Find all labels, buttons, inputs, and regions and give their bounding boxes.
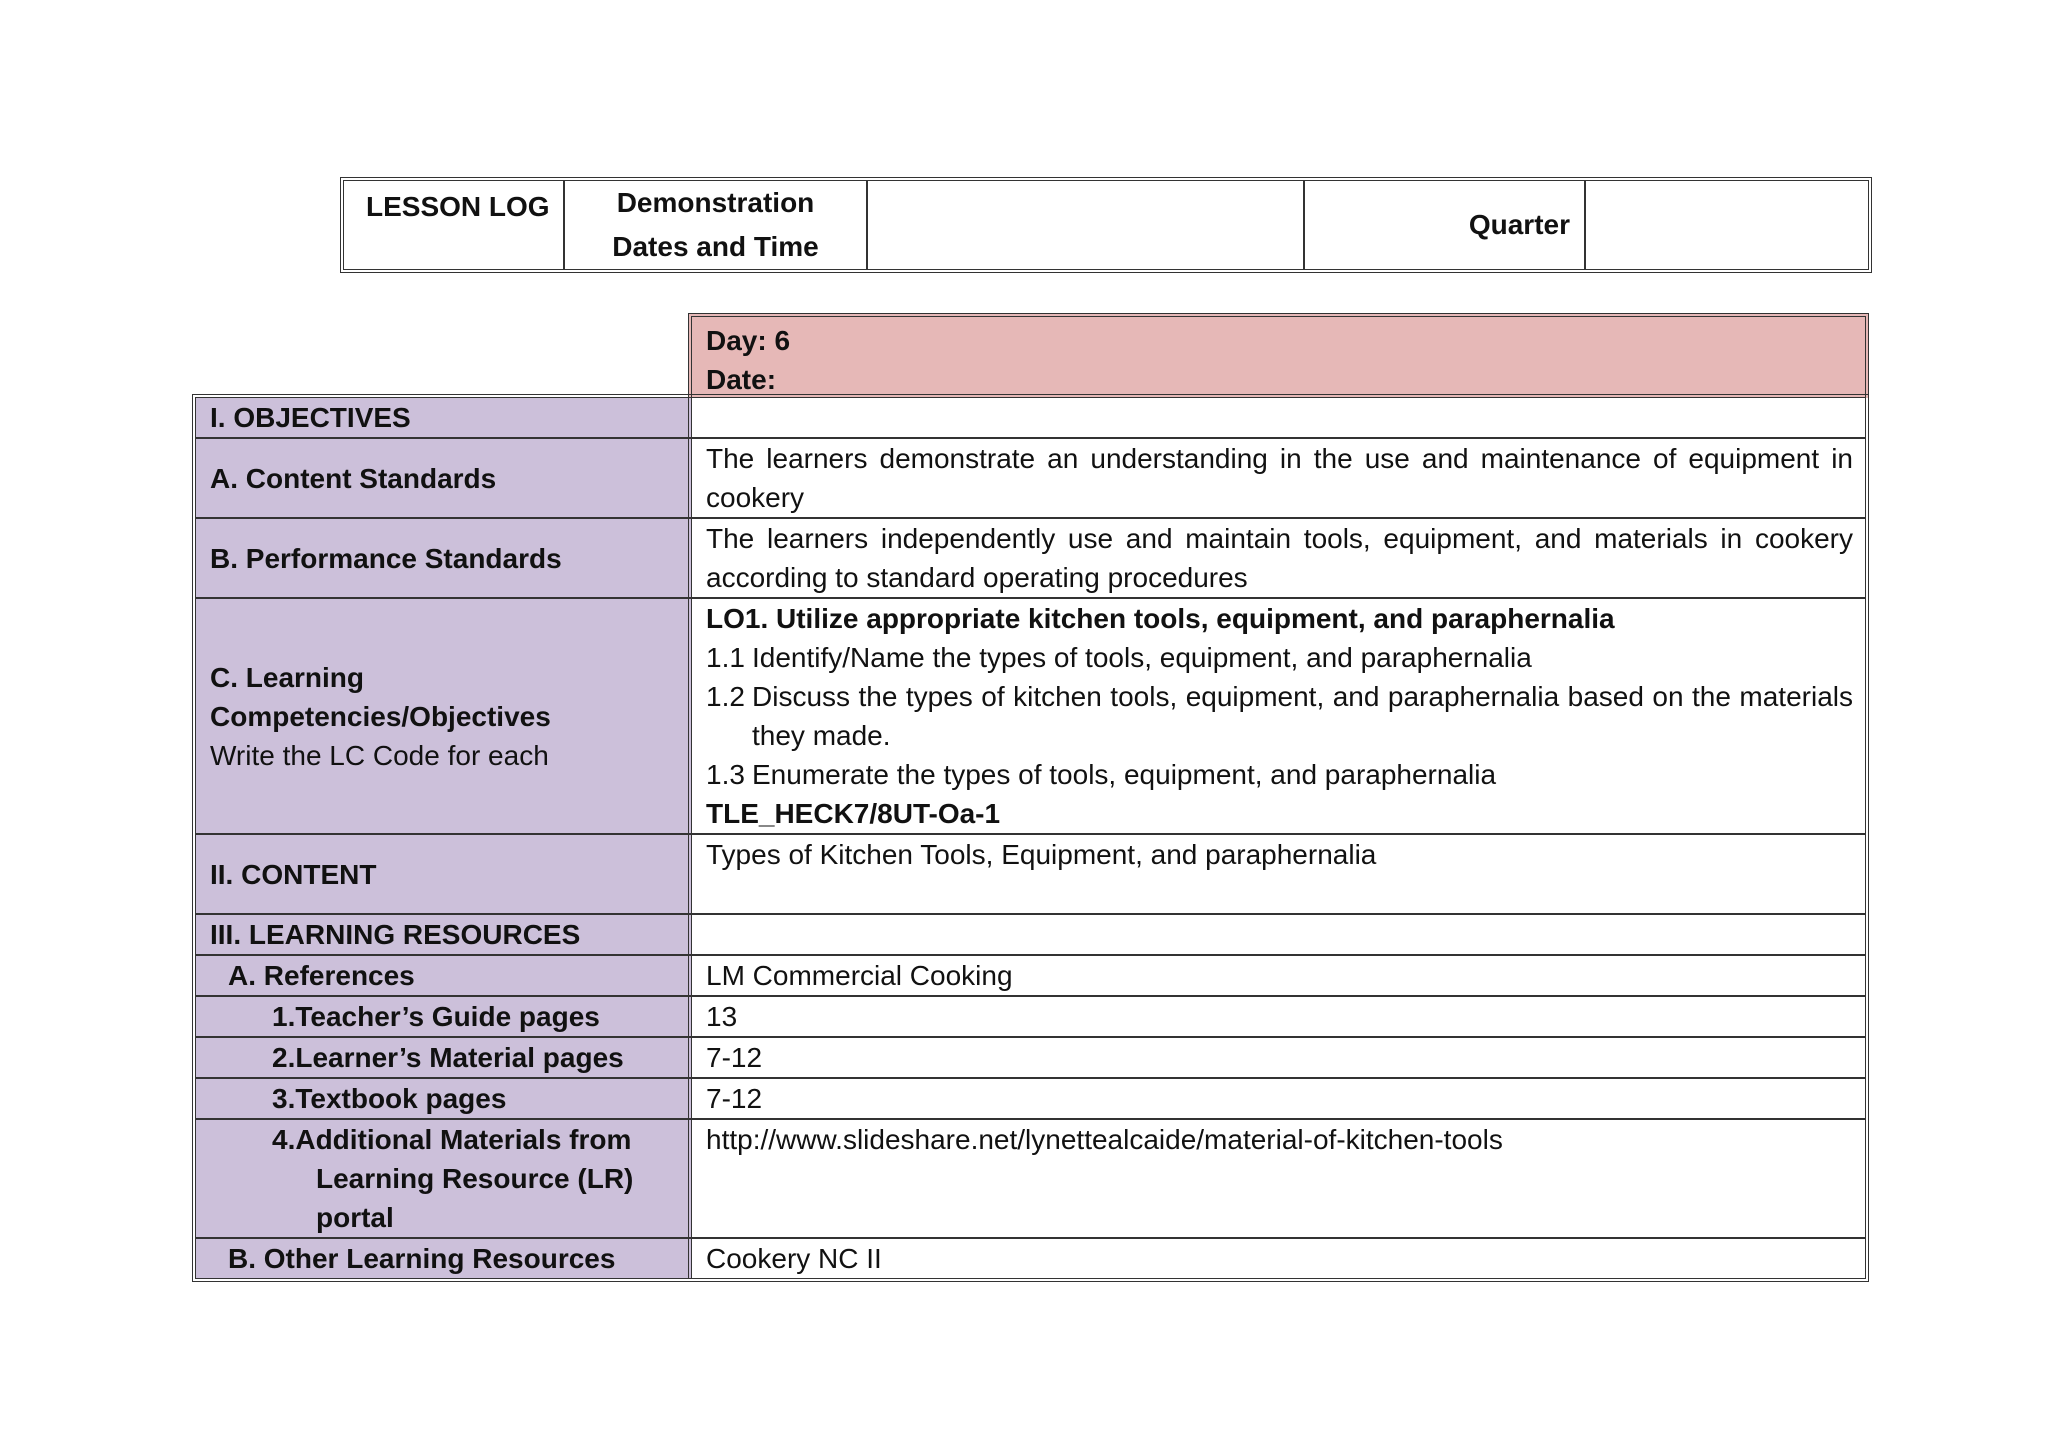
row-learners-material (196, 1038, 1865, 1079)
row-additional-materials (196, 1120, 1865, 1239)
additional-materials-link[interactable]: http://www.slideshare.net/lynettealcaide/material-of-kitchen-tools (706, 1124, 1503, 1155)
textbook-label: 3.Textbook pages (196, 1079, 692, 1118)
row-performance-standards (196, 519, 1865, 599)
competency-item (706, 638, 1853, 677)
additional-materials-label-line2: Learning Resource (LR) (316, 1163, 634, 1194)
row-competencies (196, 599, 1865, 835)
objectives-label: I. OBJECTIVES (196, 398, 692, 437)
competency-number: 1.1 (706, 642, 745, 673)
learners-material-value: 7-12 (706, 1042, 763, 1073)
quarter-label (1305, 181, 1586, 269)
lesson-log-label: LESSON LOG (344, 181, 565, 269)
competencies-label-line2: Competencies/Objectives (210, 700, 551, 732)
dates-and-time-label: Dates and Time (612, 231, 819, 262)
other-resources-value: Cookery NC II (706, 1243, 882, 1274)
additional-materials-label-line1: 4.Additional Materials from (272, 1124, 632, 1155)
competency-number: 1.3 (706, 759, 745, 790)
performance-standards-label: B. Performance Standards (196, 519, 692, 597)
demonstration-label: Demonstration (616, 187, 815, 218)
row-content (196, 835, 1865, 915)
competencies-label-line1: C. Learning (210, 661, 365, 693)
content-standards-label: A. Content Standards (196, 439, 692, 517)
row-references (196, 956, 1865, 997)
dates-value-cell (868, 181, 1305, 269)
performance-standards-value: The learners independently use and maintain tools, equipment, and materials in cookery according to standard operating procedures (706, 523, 1853, 593)
row-objectives (196, 398, 1865, 439)
content-value: Types of Kitchen Tools, Equipment, and paraphernalia (706, 839, 1377, 870)
competency-item (706, 677, 1853, 755)
competencies-label-line3: Write the LC Code for each (210, 739, 549, 771)
learning-resources-value (692, 915, 1865, 954)
references-label: A. References (196, 956, 692, 995)
competency-item (706, 755, 1853, 794)
content-standards-value: The learners demonstrate an understanding in the use and maintenance of equipment in cookery (706, 443, 1853, 513)
competencies-label (196, 599, 692, 833)
teachers-guide-value: 13 (706, 1001, 738, 1032)
row-textbook (196, 1079, 1865, 1120)
date-label: Date: (706, 364, 777, 395)
demonstration-dates-label (565, 181, 868, 269)
competency-text: Enumerate the types of tools, equipment, and paraphernalia (752, 759, 1497, 790)
row-content-standards (196, 439, 1865, 519)
textbook-value: 7-12 (706, 1083, 763, 1114)
teachers-guide-label: 1.Teacher’s Guide pages (196, 997, 692, 1036)
lo-title: LO1. Utilize appropriate kitchen tools, equipment, and paraphernalia (706, 603, 1615, 634)
competencies-value (692, 599, 1865, 833)
lesson-plan-table (192, 394, 1869, 1282)
other-resources-label: B. Other Learning Resources (196, 1239, 692, 1278)
quarter-value-cell (1586, 181, 1868, 269)
competency-number: 1.2 (706, 681, 745, 712)
references-value: LM Commercial Cooking (706, 960, 1013, 991)
additional-materials-label (196, 1120, 692, 1237)
competency-text: Identify/Name the types of tools, equipment, and paraphernalia (752, 642, 1532, 673)
day-label: Day: 6 (706, 325, 791, 356)
row-teachers-guide (196, 997, 1865, 1038)
learners-material-label: 2.Learner’s Material pages (196, 1038, 692, 1077)
row-other-resources (196, 1239, 1865, 1278)
day-date-header (688, 313, 1869, 398)
competency-text: Discuss the types of kitchen tools, equipment, and paraphernalia based on the materials they made. (752, 681, 1853, 751)
lesson-log-header (340, 177, 1872, 273)
lc-code: TLE_HECK7/8UT-Oa-1 (706, 798, 1001, 829)
learning-resources-label: III. LEARNING RESOURCES (196, 915, 692, 954)
content-label: II. CONTENT (196, 835, 692, 913)
objectives-value (692, 398, 1865, 437)
additional-materials-label-line3: portal (316, 1202, 394, 1233)
row-learning-resources (196, 915, 1865, 956)
quarter-label-text: Quarter (1468, 209, 1570, 240)
